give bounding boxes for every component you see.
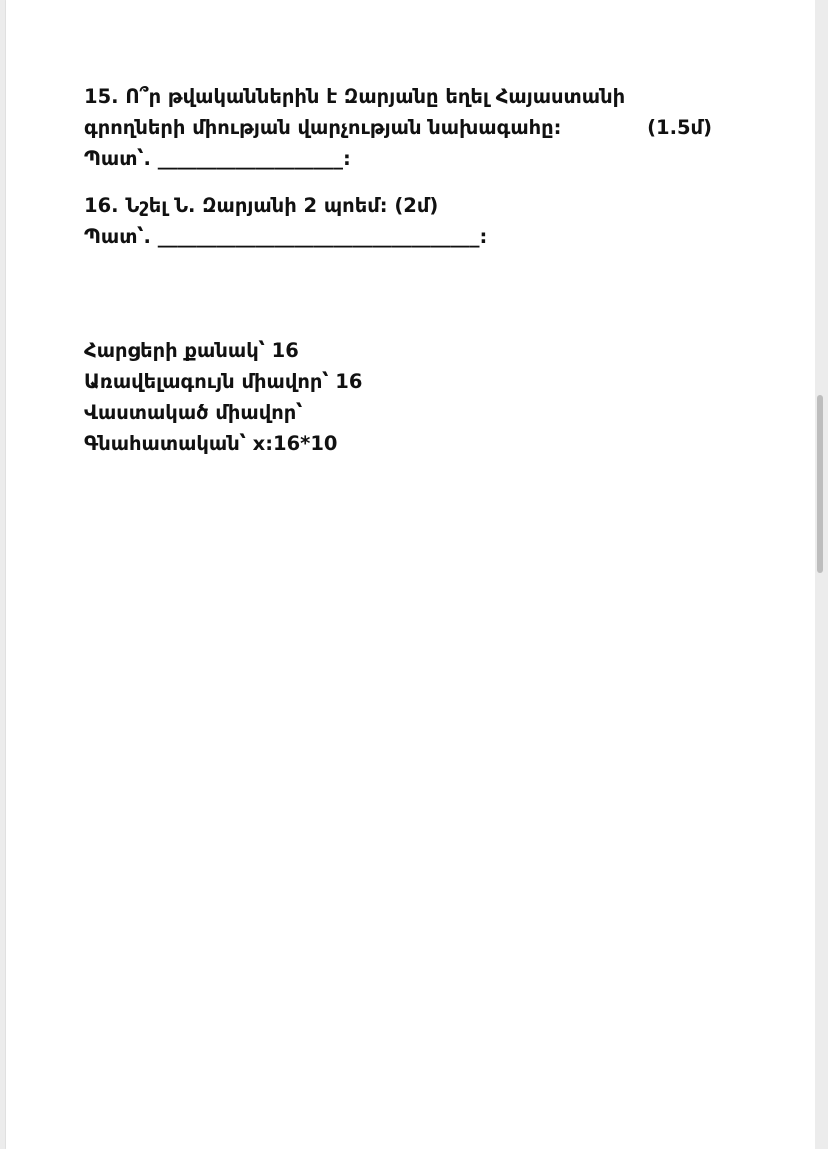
- question-15: [84, 81, 744, 174]
- max-points: Առավելագույն միավոր՝ 16: [84, 370, 363, 393]
- answer-line: Պատ՝. _________________________________:: [84, 225, 488, 248]
- question-text: գրողների միության վարչության նախագահը:: [84, 116, 562, 139]
- document-page: [6, 0, 821, 1149]
- grade-formula: Գնահատական՝ x:16*10: [84, 432, 338, 455]
- earned-points: Վաստակած միավոր՝: [84, 401, 303, 424]
- summary-block: [84, 335, 744, 459]
- answer-line: Պատ՝. ___________________:: [84, 147, 351, 170]
- question-points: (1.5մ): [647, 116, 712, 139]
- question-text: 16. Նշել Ն. Զարյանի 2 պոեմ: (2մ): [84, 194, 439, 217]
- question-text: 15. Ո՞ր թվականներին է Զարյանը եղել Հայաստանի: [84, 85, 626, 108]
- scrollbar-thumb[interactable]: [817, 395, 823, 573]
- question-text-row: [84, 112, 712, 143]
- scrollbar-track[interactable]: [815, 0, 828, 1149]
- question-16: [84, 190, 744, 252]
- spacer: [84, 174, 744, 190]
- question-count: Հարցերի քանակ՝ 16: [84, 339, 299, 362]
- spacer: [84, 252, 744, 335]
- page-content: [84, 81, 744, 459]
